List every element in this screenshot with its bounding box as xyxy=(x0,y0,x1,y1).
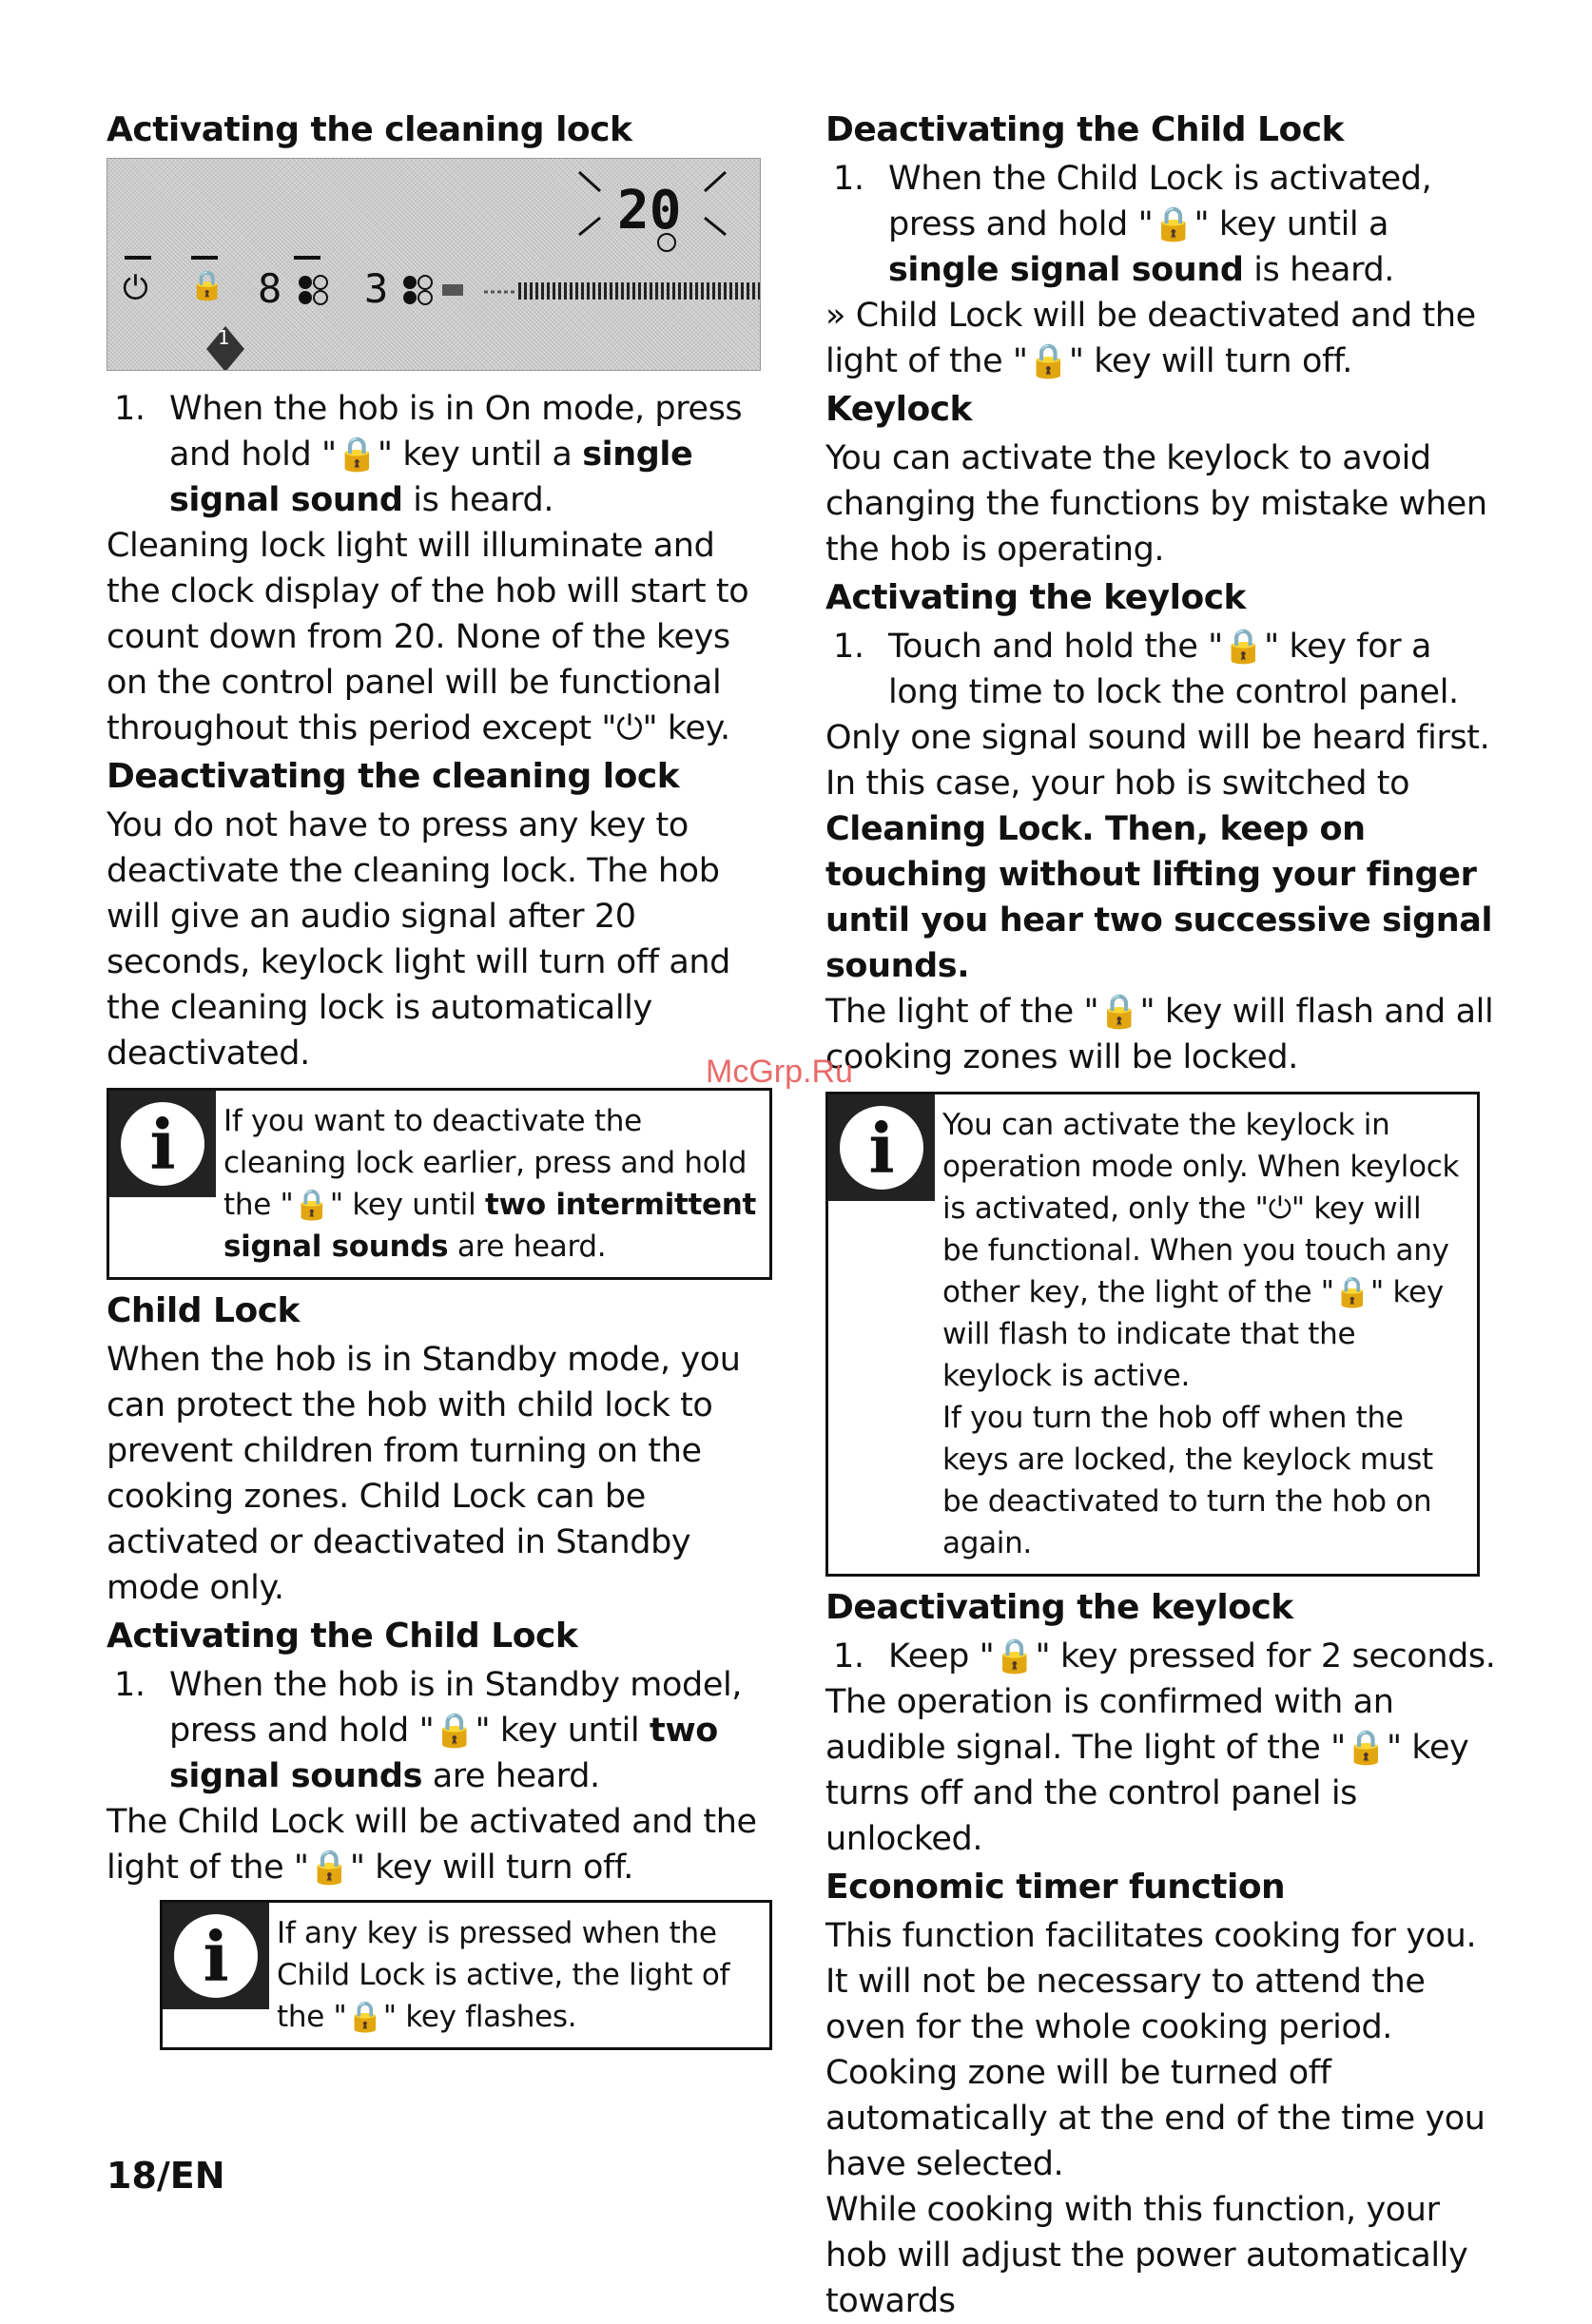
lock-key-icon: 🔒 xyxy=(189,269,225,302)
step-text xyxy=(888,624,1499,715)
text: " key flashes. xyxy=(382,2000,577,2034)
power-icon: ⏻ xyxy=(1268,1191,1291,1226)
panel-graphics xyxy=(107,159,760,370)
text: If any key is pressed when the Child Lock is active, the light of the " xyxy=(277,1916,730,2034)
text: are heard. xyxy=(422,1757,600,1795)
text: When the hob is in On mode, press and hold " xyxy=(169,390,743,474)
clock-icon xyxy=(658,234,675,251)
step-number: 1. xyxy=(833,628,864,666)
text: " key until xyxy=(329,1188,485,1222)
heading-deactivating-cleaning-lock: Deactivating the cleaning lock xyxy=(107,757,680,796)
info-letter: i xyxy=(840,1106,923,1190)
text: » Child Lock will be deactivated and the light of the " xyxy=(825,297,1476,380)
text: " key until xyxy=(475,1712,650,1750)
text: The Child Lock will be activated and the light of the " xyxy=(107,1803,757,1887)
bold-text: single signal sound xyxy=(888,251,1244,289)
text: You can activate the keylock in operation mode only. When keylock is activated, only the " xyxy=(942,1108,1460,1226)
lock-icon: 🔒 xyxy=(1027,342,1069,380)
heading-deactivating-child-lock: Deactivating the Child Lock xyxy=(825,110,1344,149)
text: is heard. xyxy=(402,481,554,519)
timer-display: 20 xyxy=(617,180,682,242)
lock-icon: 🔒 xyxy=(434,1712,476,1750)
keylock-paragraph: You can activate the keylock to avoid changing the functions by mistake when the hob is operating. xyxy=(825,439,1487,569)
deactivate-child-step-1 xyxy=(825,156,1499,293)
text: The operation is confirmed with an audible signal. The light of the " xyxy=(825,1683,1394,1767)
text: Cleaning lock light will illuminate and the clock display of the hob will start to count down from 20. None of the keys on the control panel will be functional throughout this period except " xyxy=(107,527,749,747)
deactivate-keylock-paragraph xyxy=(825,1679,1499,1862)
lock-icon: 🔒 xyxy=(1098,993,1140,1031)
step-text xyxy=(169,1662,772,1799)
step-number: 1. xyxy=(833,160,864,198)
page-number: 18/EN xyxy=(107,2155,225,2197)
lock-icon: 🔒 xyxy=(1153,205,1194,243)
slider-bar xyxy=(516,282,760,300)
info-text xyxy=(935,1094,1477,1574)
zone-digit: 3 xyxy=(364,265,389,312)
text: " key will turn off. xyxy=(349,1849,633,1887)
text: is heard. xyxy=(1243,251,1394,289)
timer-rays-icon xyxy=(579,172,726,235)
text: " key will flash to indicate that the keylock is active. xyxy=(942,1275,1444,1393)
heading-economic-timer: Economic timer function xyxy=(825,1868,1286,1907)
economic-paragraph-2: While cooking with this function, your hob will adjust the power automatically towards xyxy=(825,2191,1468,2320)
text: If you want to deactivate the cleaning lock earlier, press and hold the " xyxy=(223,1104,747,1222)
activate-keylock-light xyxy=(825,989,1499,1080)
lock-icon: 🔒 xyxy=(308,1849,350,1887)
bold-text: two intermittent signal sounds xyxy=(223,1188,757,1264)
text: When the hob is in Standby model, press and hold " xyxy=(169,1666,743,1750)
pointer-number: 1 xyxy=(218,326,230,349)
power-icon: ⏻ xyxy=(616,709,643,747)
info-icon xyxy=(828,1094,935,1201)
heading-child-lock: Child Lock xyxy=(107,1291,300,1330)
bold-text: two signal sounds xyxy=(169,1712,718,1795)
watermark: McGrp.Ru xyxy=(706,1054,853,1090)
heading-activating-cleaning-lock: Activating the cleaning lock xyxy=(107,110,632,149)
activate-keylock-step-1 xyxy=(825,624,1499,715)
text: Touch and hold the " xyxy=(888,628,1223,666)
text: " key. xyxy=(642,709,730,747)
lock-icon: 🔒 xyxy=(1333,1275,1371,1309)
child-lock-paragraph: When the hob is in Standby mode, you can protect the hob with child lock to prevent children from turning on the cooking zones. Child Lock can be activated or deactivated in Standby mode only. xyxy=(107,1341,741,1607)
hob-control-panel-illustration xyxy=(107,158,761,371)
heading-activating-child-lock: Activating the Child Lock xyxy=(107,1617,578,1656)
zone-dots-icon xyxy=(299,276,327,304)
info-box-child-lock xyxy=(160,1900,772,2050)
text: When the Child Lock is activated, press and hold " xyxy=(888,160,1432,243)
zone-digit: 8 xyxy=(258,265,282,312)
lock-icon: 🔒 xyxy=(336,436,378,474)
child-lock-result xyxy=(107,1799,772,1890)
step-number: 1. xyxy=(114,1666,146,1704)
left-column xyxy=(107,105,772,2050)
info-letter: i xyxy=(174,1914,258,1998)
right-column xyxy=(825,105,1499,2324)
lock-icon: 🔒 xyxy=(346,2000,383,2034)
deactivate-child-result xyxy=(825,293,1499,384)
power-key-icon: ⏻ xyxy=(123,269,148,307)
text: " key will turn off. xyxy=(1068,342,1352,380)
heading-keylock: Keylock xyxy=(825,390,972,429)
info-box-keylock xyxy=(825,1092,1480,1577)
text: The light of the " xyxy=(825,993,1099,1031)
text: " key until a xyxy=(377,436,583,474)
activate-keylock-paragraph xyxy=(825,715,1499,989)
step-number: 1. xyxy=(833,1637,864,1675)
info-text xyxy=(216,1091,769,1277)
text: Keep " xyxy=(888,1637,995,1675)
info-text xyxy=(269,1903,769,2047)
lock-icon: 🔒 xyxy=(1222,628,1265,666)
step-text xyxy=(169,386,772,523)
economic-paragraph-1: This function facilitates cooking for you. It will not be necessary to attend the oven for the whole cooking period. Cooking zone will be turned off automatically at the end of the time you have selected. xyxy=(825,1917,1485,2183)
bold-text: single signal sound xyxy=(169,436,693,519)
bold-text: Cleaning Lock. Then, keep on touching without lifting your finger until you hear two successive signal sounds. xyxy=(825,810,1493,985)
text: " key pressed for 2 seconds. xyxy=(1035,1637,1496,1675)
step-text xyxy=(888,1634,1499,1679)
heading-activating-keylock: Activating the keylock xyxy=(825,578,1246,617)
text: " key turns off and the control panel is unlocked. xyxy=(825,1729,1469,1858)
step-1 xyxy=(107,386,772,523)
deactivate-keylock-step-1 xyxy=(825,1634,1499,1679)
deactivate-cleaning-paragraph: You do not have to press any key to deactivate the cleaning lock. The hob will give an audio signal after 20 seconds, keylock light will turn off and the cleaning lock is automatically deactivated. xyxy=(107,806,730,1073)
info-icon xyxy=(109,1091,216,1197)
lock-icon: 🔒 xyxy=(994,1637,1036,1675)
info-box-cleaning xyxy=(107,1088,772,1280)
lock-icon: 🔒 xyxy=(1345,1729,1387,1767)
step-text xyxy=(888,156,1499,293)
cleaning-lock-paragraph xyxy=(107,523,772,751)
text: Only one signal sound will be heard first. In this case, your hob is switched to xyxy=(825,719,1490,803)
zone-dots-icon xyxy=(403,276,432,304)
heading-deactivating-keylock: Deactivating the keylock xyxy=(825,1588,1293,1627)
text: If you turn the hob off when the keys are locked, the keylock must be deactivated to turn the hob on again. xyxy=(942,1401,1433,1560)
info-letter: i xyxy=(121,1102,204,1186)
text: are heard. xyxy=(448,1230,607,1264)
pot-icon xyxy=(442,284,463,296)
text: " key for a long time to lock the control panel. xyxy=(888,628,1459,711)
step-number: 1. xyxy=(114,390,146,428)
lock-icon: 🔒 xyxy=(293,1188,330,1222)
text: " key will flash and all cooking zones will be locked. xyxy=(825,993,1494,1076)
child-step-1 xyxy=(107,1662,772,1799)
text: " key until a xyxy=(1194,205,1389,243)
text: " key will be functional. When you touch any other key, the light of the " xyxy=(942,1191,1449,1309)
info-icon xyxy=(163,1903,269,2009)
